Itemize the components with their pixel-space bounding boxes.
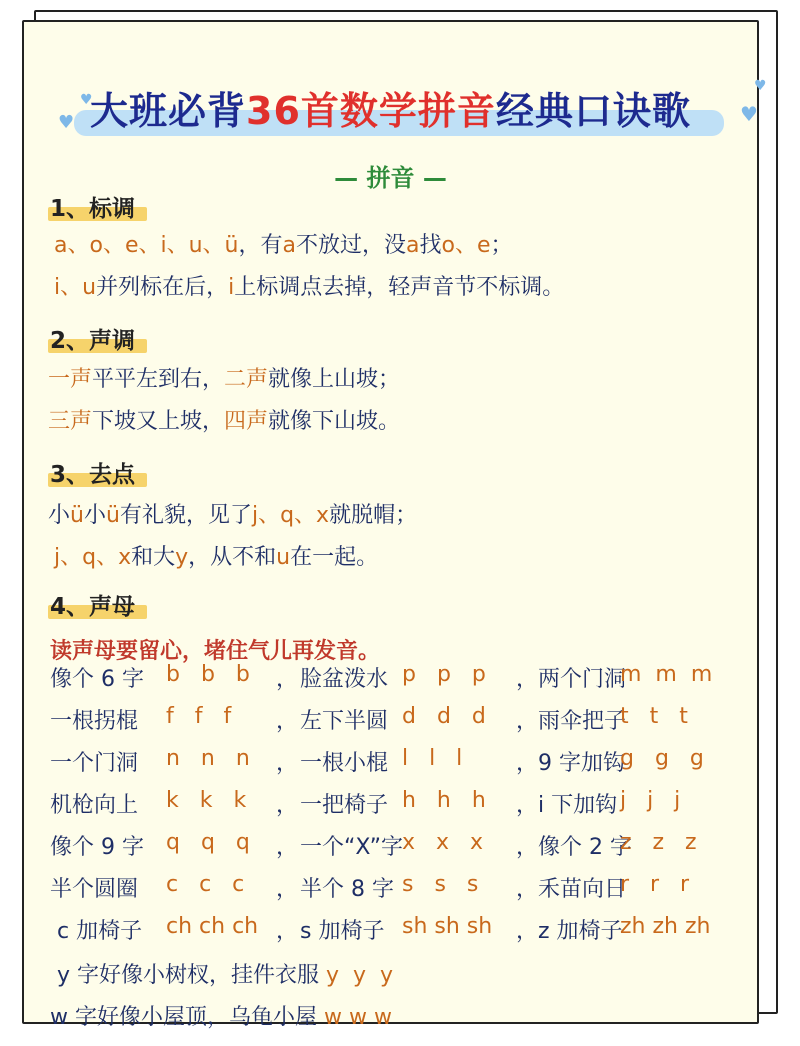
letter-cell: s s s bbox=[402, 872, 479, 897]
line-text: 就脱帽； bbox=[329, 503, 418, 528]
page-title bbox=[90, 80, 691, 135]
label-cell: ， bbox=[276, 667, 299, 692]
label-cell: ，i 下加钩 bbox=[516, 793, 618, 818]
label-cell: 一把椅子 bbox=[300, 793, 389, 818]
letter-cell: m m m bbox=[620, 662, 713, 687]
label-cell: 像个 9 字 bbox=[50, 835, 144, 860]
line-text: ，从不和 bbox=[188, 545, 277, 570]
line-text: 小 bbox=[83, 503, 106, 528]
highlight-text: ü bbox=[70, 503, 84, 528]
title-wrap bbox=[24, 80, 757, 135]
heading-text: 2、声调 bbox=[50, 328, 136, 354]
line-text: 在一起。 bbox=[290, 545, 379, 570]
letter-cell: k k k bbox=[166, 788, 247, 813]
label-cell: ，9 字加钩 bbox=[516, 751, 625, 776]
letter-cell: p p p bbox=[402, 662, 486, 687]
label-cell: ，像个 2 字 bbox=[516, 835, 632, 860]
heading-text: 4、声母 bbox=[50, 594, 136, 620]
page bbox=[22, 20, 767, 1030]
table-row bbox=[50, 746, 750, 786]
rhyme-line bbox=[48, 362, 400, 393]
letter-cell: l l l bbox=[402, 746, 463, 771]
table-row bbox=[50, 788, 750, 828]
line-text: w 字好像小屋顶，乌龟小屋 bbox=[50, 1005, 324, 1030]
title-part2: 36首数学拼音 bbox=[246, 89, 496, 133]
title-part1: 大班必背 bbox=[90, 89, 247, 133]
section-heading bbox=[48, 190, 143, 223]
label-cell: ，z 加椅子 bbox=[516, 919, 623, 944]
letter-cell: d d d bbox=[402, 704, 486, 729]
highlight-text: u bbox=[276, 545, 291, 570]
highlight-text: ü bbox=[105, 503, 120, 528]
label-cell: 半个圆圈 bbox=[50, 877, 139, 902]
letter-cell: n n n bbox=[166, 746, 250, 771]
label-cell: ， bbox=[276, 709, 299, 734]
highlight-text: j、q、x bbox=[54, 545, 132, 570]
label-cell: 像个 6 字 bbox=[50, 667, 144, 692]
letter-cell: f f f bbox=[166, 704, 232, 729]
line-text: 和大 bbox=[131, 545, 176, 570]
highlight-text: j、q、x bbox=[251, 503, 330, 528]
highlight-text: w w w bbox=[323, 1005, 392, 1030]
highlight-text: y bbox=[175, 545, 189, 570]
letter-cell: b b b bbox=[166, 662, 250, 687]
heading-text: 3、去点 bbox=[50, 462, 136, 488]
letter-cell: t t t bbox=[620, 704, 688, 729]
table-row bbox=[50, 872, 750, 912]
letter-cell: h h h bbox=[402, 788, 486, 813]
line-text: 不放过，没 bbox=[295, 233, 406, 258]
rhyme-line bbox=[54, 270, 564, 301]
rhyme-line bbox=[54, 540, 378, 571]
label-cell: ，两个门洞 bbox=[516, 667, 627, 692]
highlight-text: a、o、e、i、u、ü bbox=[54, 233, 239, 258]
rhyme-line bbox=[48, 498, 417, 529]
highlight-text: 三声 bbox=[48, 409, 93, 434]
book-card bbox=[22, 20, 774, 1030]
line-text: 平平左到右， bbox=[92, 367, 225, 392]
table-row bbox=[50, 830, 750, 870]
label-cell: ， bbox=[276, 919, 299, 944]
highlight-text: o、e bbox=[441, 233, 491, 258]
label-cell: ， bbox=[276, 835, 299, 860]
line-text: 找 bbox=[419, 233, 442, 258]
letter-cell: ch ch ch bbox=[166, 914, 259, 939]
highlight-text: i bbox=[228, 275, 235, 300]
label-cell: 机枪向上 bbox=[50, 793, 139, 818]
label-cell: 半个 8 字 bbox=[300, 877, 394, 902]
line-text: 就像下山坡。 bbox=[268, 409, 401, 434]
letter-cell: x x x bbox=[402, 830, 484, 855]
letter-cell: j j j bbox=[620, 788, 681, 813]
highlight-text: y y y bbox=[326, 963, 394, 988]
heart-icon: ♥ bbox=[754, 78, 767, 94]
letter-cell: g g g bbox=[620, 746, 704, 771]
letter-cell: c c c bbox=[166, 872, 245, 897]
label-cell: ， bbox=[276, 751, 299, 776]
heart-icon: ♥ bbox=[740, 102, 758, 126]
label-cell: ， bbox=[276, 793, 299, 818]
letter-cell: zh zh zh bbox=[620, 914, 711, 939]
extra-line bbox=[50, 958, 393, 989]
line-text: 就像上山坡； bbox=[268, 367, 401, 392]
letter-cell: q q q bbox=[166, 830, 250, 855]
label-cell: 一个“X”字 bbox=[300, 835, 403, 860]
highlight-text: i、u bbox=[54, 275, 97, 300]
heart-icon: ♥ bbox=[58, 112, 75, 133]
letter-cell: sh sh sh bbox=[402, 914, 493, 939]
label-cell: s 加椅子 bbox=[300, 919, 385, 944]
letter-cell: r r r bbox=[620, 872, 690, 897]
highlight-text: a bbox=[406, 233, 420, 258]
line-text: ，有 bbox=[238, 233, 283, 258]
line-text: 小 bbox=[48, 503, 71, 528]
heart-icon: ♥ bbox=[80, 92, 93, 108]
label-cell: 一根拐棍 bbox=[50, 709, 139, 734]
section-heading bbox=[48, 322, 143, 355]
heading-text: 1、标调 bbox=[50, 196, 136, 222]
line-text: 有礼貌，见了 bbox=[119, 503, 252, 528]
label-cell: ，雨伞把子 bbox=[516, 709, 627, 734]
line-text: y 字好像小树杈，挂件衣服 bbox=[50, 963, 326, 988]
section-heading bbox=[48, 456, 143, 489]
subtitle: — 拼音 — bbox=[334, 164, 447, 192]
highlight-text: 一声 bbox=[48, 367, 93, 392]
rhyme-line bbox=[48, 404, 400, 435]
line-text: 下坡又上坡， bbox=[92, 409, 225, 434]
highlight-text: a bbox=[282, 233, 296, 258]
label-cell: ， bbox=[276, 877, 299, 902]
label-cell: 一个门洞 bbox=[50, 751, 139, 776]
label-cell: ，禾苗向日 bbox=[516, 877, 627, 902]
rule-text: 读声母要留心，堵住气儿再发音。 bbox=[50, 639, 381, 664]
highlight-text: 四声 bbox=[224, 409, 269, 434]
line-text: ； bbox=[490, 233, 513, 258]
label-cell: 左下半圆 bbox=[300, 709, 389, 734]
extra-line bbox=[50, 1000, 392, 1031]
rhyme-line bbox=[54, 228, 513, 259]
title-part3: 经典口诀歌 bbox=[495, 89, 691, 133]
line-text: 并列标在后， bbox=[96, 275, 229, 300]
table-row bbox=[50, 662, 750, 702]
line-text: 上标调点去掉，轻声音节不标调。 bbox=[234, 275, 565, 300]
table-row bbox=[50, 914, 750, 954]
label-cell: 脸盆泼水 bbox=[300, 667, 389, 692]
section-heading bbox=[48, 588, 143, 621]
highlight-text: 二声 bbox=[224, 367, 269, 392]
label-cell: c 加椅子 bbox=[50, 919, 143, 944]
table-row bbox=[50, 704, 750, 744]
letter-cell: z z z bbox=[620, 830, 697, 855]
label-cell: 一根小棍 bbox=[300, 751, 389, 776]
